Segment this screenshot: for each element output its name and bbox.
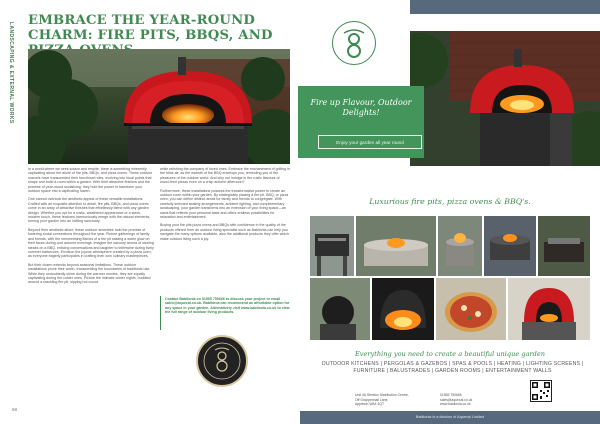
fire-bowl-photo <box>438 216 482 276</box>
bbq-grill-photo <box>310 216 354 276</box>
article-column-1 <box>28 167 154 289</box>
fire-table-photo <box>356 216 436 276</box>
pizza-oven-flames-photo <box>372 278 434 340</box>
product-photo-grid <box>310 216 590 340</box>
promo-panel <box>298 86 424 158</box>
tagline-heading: Luxurious fire pits, pizza ovens & BBQ's. <box>369 197 531 206</box>
paragraph: In a world where we seek solace and respite, there is something inherently captivating about the allure of fire pits, BBQs, and pizza ovens. These outdoor marvels have transcended their functional roles, evolving into focal points that shape and build a room within a garden. With their attractive finishes and the promise of year-round socialising, they hold the power to transform your outdoor space into a captivating haven. <box>28 167 152 194</box>
top-accent-band <box>410 0 600 14</box>
contact-callout: Contact Babilonia on 01565 750666 to discuss your project or email sales@aquecal.co.uk. Babilonia can recommend an affordable option for any space in your garden. Alternatively visit www.babilonia.co.uk to view the full range of outdoor living products. <box>165 297 290 315</box>
babilonia-logo <box>324 18 394 78</box>
fire-pit-table-photo <box>484 216 536 276</box>
pizza-oven-hero-photo <box>410 31 600 166</box>
logo-emblem-icon <box>324 18 394 74</box>
paragraph: Furthermore, these installations possess the transformative power to create an outdoor room within your garden. By strategically placing a fire pit, BBQ, or pizza oven, you can define distinct areas for family and friends to congregate. With carefully selected seating arrangements, ambient lighting, and complementary landscaping, your garden transforms into an extension of your living space—an oasis that reflects your personal taste and offers endless possibilities for relaxation and entertainment. <box>160 188 289 220</box>
footer-band <box>300 411 600 424</box>
services-list: OUTDOOR KITCHENS | PERGOLAS & GAZEBOS | SPAS & POOLS | HEATING | LIGHTING SCREENS | FURNITURE | BALUSTRADES | GARDEN ROOMS | ENTERTAINMENT WALLS <box>321 361 584 375</box>
right-page-advert <box>300 0 600 424</box>
enjoy-garden-button[interactable]: Enjoy your garden all year round <box>318 135 422 149</box>
pizza-oven-illustration <box>28 49 290 164</box>
phone-number: 01565 750666 <box>440 393 462 397</box>
pizza-oven-illustration <box>410 31 600 166</box>
badge-emblem <box>198 337 246 385</box>
tagline-subheading: Everything you need to create a beautiful unique garden <box>354 350 546 358</box>
paragraph: But their charm extends beyond seasonal limitations. These outdoor installations prove their worth, transcending the boundaries of traditional use. While they undoubtedly shine during the warmer months, they are equally captivating during the colder ones. Picture the intimate winter nights, huddled around a crackling fire pit, sipping hot cocoa <box>28 262 151 285</box>
pizza-dish-photo <box>436 278 506 340</box>
email-link[interactable]: sales@aquecal.co.uk <box>440 397 473 402</box>
babilonia-badge-logo <box>196 335 248 387</box>
article-column-2 <box>160 167 290 245</box>
address-block: Unit 4A Stretton Distribution Centre, Off Grappenhall Lane, Appleton WA4 4QT <box>355 393 409 407</box>
website-link[interactable]: www.babilonia.co.uk <box>440 402 471 407</box>
article-headline: EMBRACE THE YEAR-ROUND CHARM: FIRE PITS, BBQS, AND <box>28 13 273 43</box>
red-pizza-oven-photo <box>508 278 590 340</box>
paragraph: Beyond their aesthetic allure, these outdoor amenities hold the promise of fostering social connections throughout the year. Picture gatherings of family and friends, with the mesmerising flames of a fire pit casting a warm glow on their faces during cool autumn evenings. Imagine the savoury aroma of sizzling steaks on a BBQ, enticing conversations and laughter to intertwine during lively summer barbecues. Envision the joyous atmosphere created by a pizza oven, as everyone eagerly participates in crafting their own culinary masterpieces. <box>28 227 154 259</box>
footer-text: Babilonia is a division of Aquecal Limited <box>415 415 485 419</box>
section-label: LANDSCAPING & EXTERNAL WORKS <box>8 22 14 124</box>
paragraph: One cannot overlook the aesthetic appeal of these versatile installations. Crafted with an exquisite attention to detail, fire pits, BBQs, and pizza ovens come in an array of attractive finishes that effortlessly blend with any garden design. Whether you opt for a rustic, weathered appearance or a sleek, modern touch, these features harmoniously merge with the natural elements, turning your garden into an inviting sanctuary. <box>28 197 151 224</box>
rattan-seating-photo <box>538 216 590 276</box>
kamado-bbq-photo <box>310 278 370 340</box>
page-number: 68 <box>12 407 18 412</box>
qr-code-icon[interactable] <box>530 380 552 402</box>
callout-rule <box>160 296 161 330</box>
contact-details <box>440 393 496 407</box>
paragraph: Buying your fire pits pizza ovens and BBQs with confidence in the quality of the products offered from an outdoor living specialist such as Babilonia can help you navigate the many options available, also the additional products they offer which make outdoor living such a joy. <box>160 223 289 241</box>
pizza-oven-photo <box>28 49 290 164</box>
promo-title: Fire up Flavour, Outdoor Delights! <box>310 98 412 117</box>
paragraph: while relishing the company of loved ones. Embrace the enchantment of grilling in the brisk air, as the warmth of the BBQ envelops you, reminding you of the pleasures of the outdoor world. And why not indulge in the rustic flavours of wood-fired pizzas even on a crisp autumn afternoon? <box>160 167 290 185</box>
